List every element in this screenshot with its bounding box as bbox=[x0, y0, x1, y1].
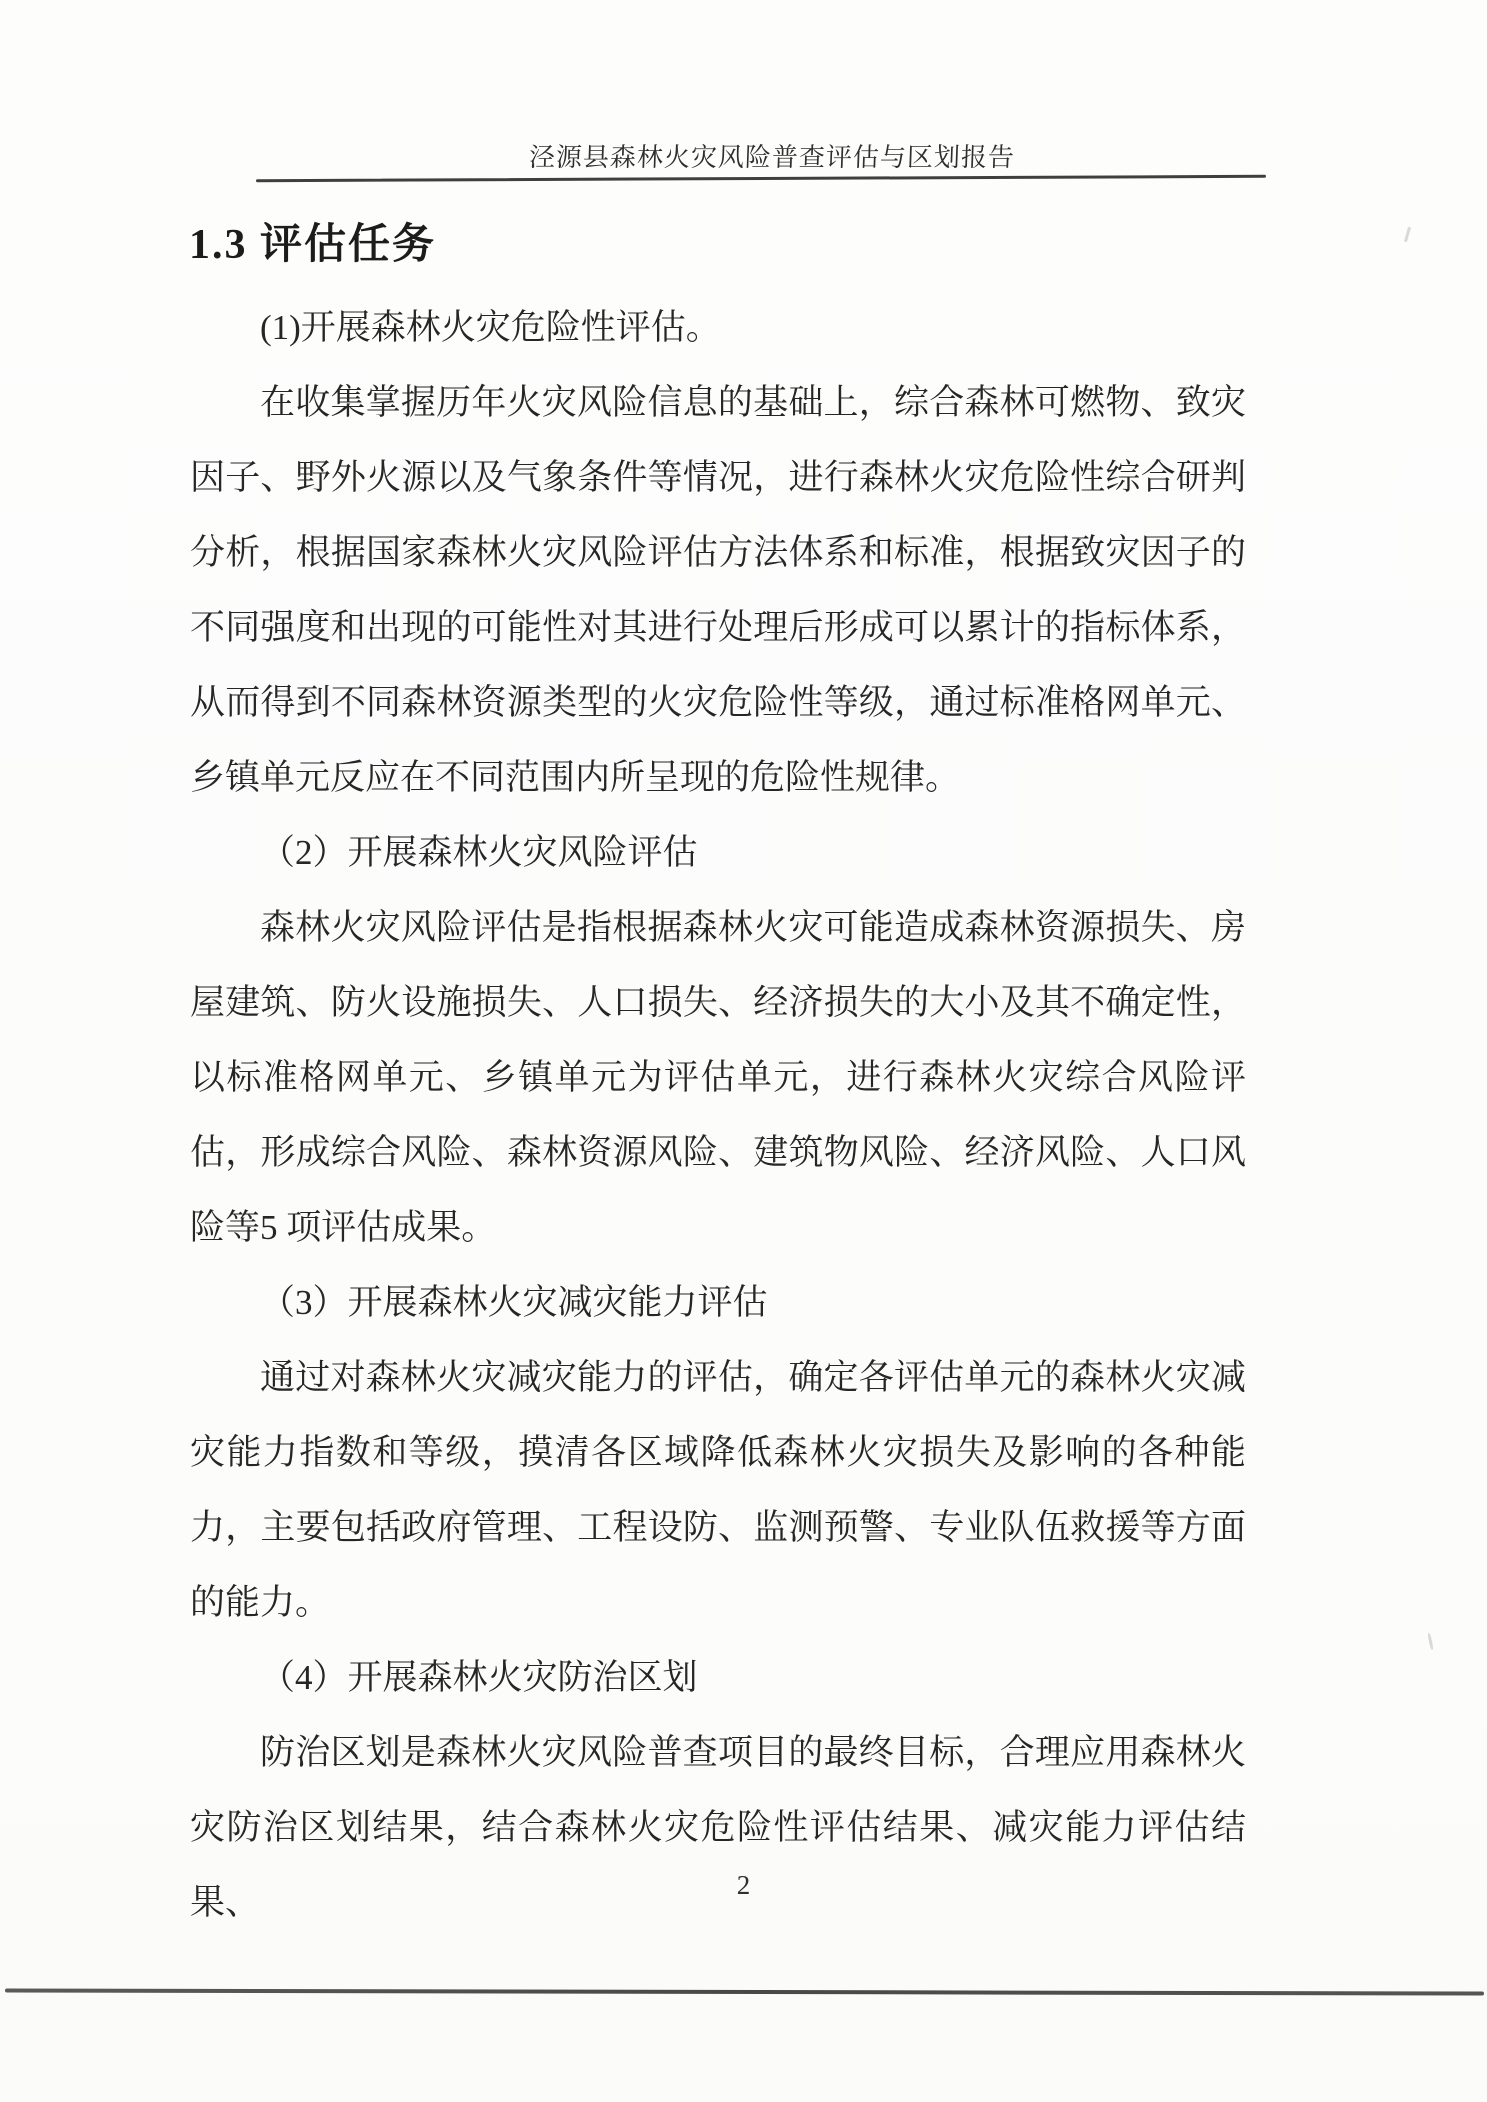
section-heading: 1.3 评估任务 bbox=[189, 222, 437, 268]
header-rule bbox=[256, 175, 1266, 182]
paragraph-body-4: 防治区划是森林火灾风险普查项目的最终目标，合理应用森林火灾防治区划结果，结合森林火灾危险性评估结果、减灾能力评估结果、 bbox=[190, 1733, 1246, 1922]
paragraph-item-2: （2）开展森林火灾风险评估 bbox=[260, 833, 698, 872]
body-text bbox=[190, 290, 1246, 1940]
paragraph-body-3: 通过对森林火灾减灾能力的评估，确定各评估单元的森林火灾减灾能力指数和等级，摸清各区域降低森林火灾损失及影响的各种能力，主要包括政府管理、工程设防、监测预警、专业队伍救援等方面的能力。 bbox=[190, 1358, 1246, 1622]
paragraph-body-2: 森林火灾风险评估是指根据森林火灾可能造成森林资源损失、房屋建筑、防火设施损失、人口损失、经济损失的大小及其不确定性，以标准格网单元、乡镇单元为评估单元，进行森林火灾综合风险评估，形成综合风险、森林资源风险、建筑物风险、经济风险、人口风险等5 项评估成果。 bbox=[190, 908, 1246, 1247]
header-title: 泾源县森林火灾风险普查评估与区划报告 bbox=[528, 143, 1016, 172]
scan-artifact bbox=[1404, 227, 1411, 242]
footer-rule bbox=[5, 1988, 1484, 1995]
paragraph-item-4: （4）开展森林火灾防治区划 bbox=[260, 1658, 698, 1697]
paragraph-body-1: 在收集掌握历年火灾风险信息的基础上，综合森林可燃物、致灾因子、野外火源以及气象条件等情况，进行森林火灾危险性综合研判分析，根据国家森林火灾风险评估方法体系和标准，根据致灾因子的不同强度和出现的可能性对其进行处理后形成可以累计的指标体系，从而得到不同森林资源类型的火灾危险性等级，通过标准格网单元、乡镇单元反应在不同范围内所呈现的危险性规律。 bbox=[190, 383, 1246, 797]
paragraph-item-1: (1)开展森林火灾危险性评估。 bbox=[260, 308, 721, 347]
page-number: 2 bbox=[736, 1870, 751, 1900]
paragraph-item-3: （3）开展森林火灾减灾能力评估 bbox=[260, 1283, 768, 1322]
scan-artifact bbox=[1427, 1633, 1433, 1650]
